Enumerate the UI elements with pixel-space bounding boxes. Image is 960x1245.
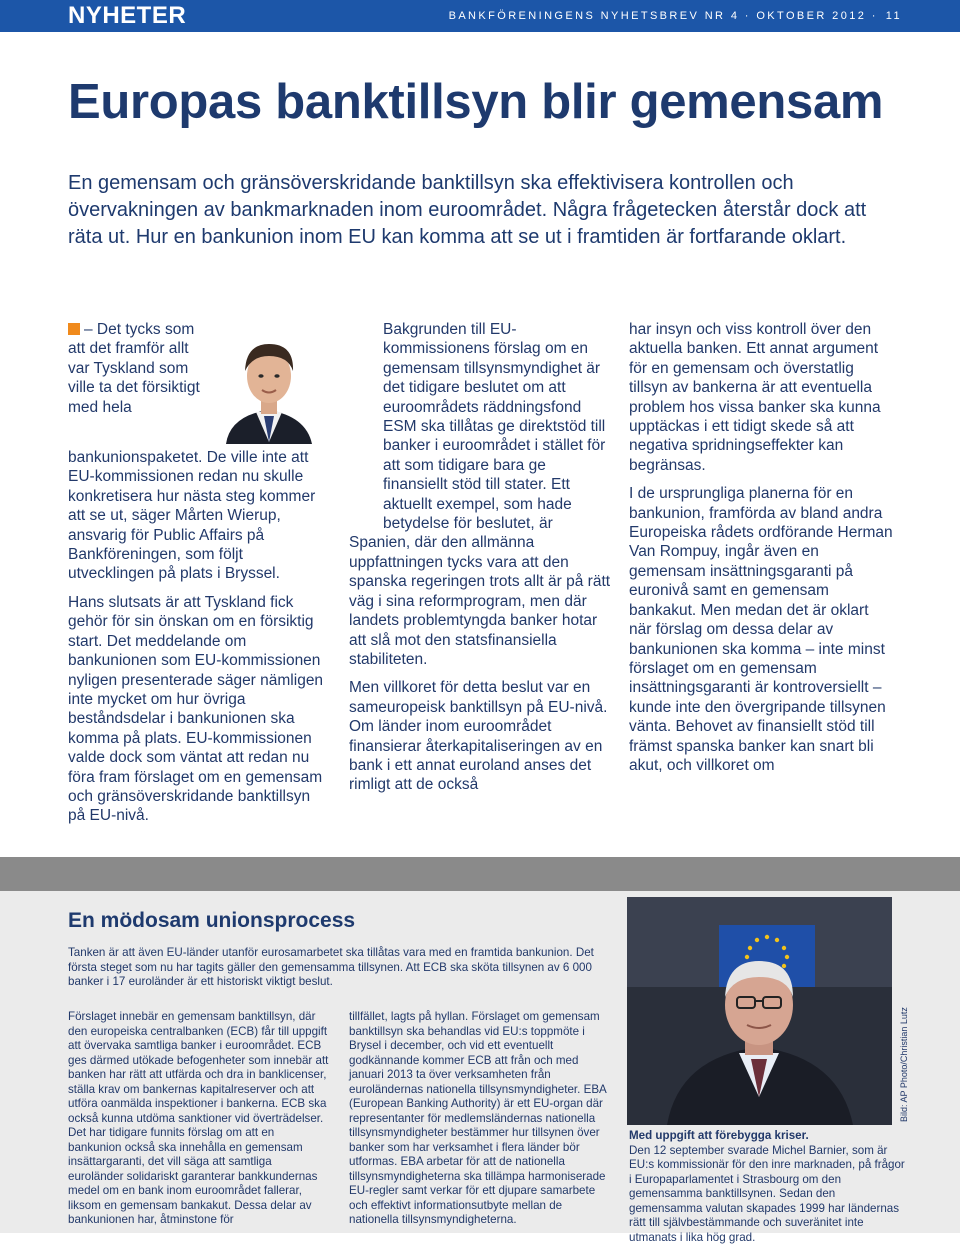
col3-paragraph-1: har insyn och viss kontroll över den aktuella banken. Ett annat argument för en gemensam och överstatlig tillsyn av bankerna är att eventuella problem hos vissa banker ska kunna upptäckas i ett tidigt skede så att negativa spridningseffekter kan begränsas.: [629, 321, 881, 474]
col1-paragraph-2: Hans slutsats är att Tyskland fick gehör för sin önskan om en försiktig start. Det meddelande om bankunionen som EU-kommissionen nyligen presenterade säger nämligen inte mycket om hur övriga beståndsdelar i bankunionen ska komma på plats. EU-kommissionen valde dock som väntat att redan nu föra fram förslaget om en gemensam och gränsöverskridande banktillsyn på EU-nivå.: [68, 593, 324, 825]
section-label: NYHETER: [68, 2, 187, 29]
photo-credit: Bild: AP Photo/Christian Lutz: [899, 1007, 909, 1122]
factbox-top-strip: [0, 857, 960, 891]
article-column-2: [349, 320, 611, 804]
col2-paragraph-2: Men villkoret för detta beslut var en sameuropeisk banktillsyn på EU-nivå. Om länder inom euroområdet finansierar återkapitaliseringen av en bank i ett annat euroland anses det rimligt att de också: [349, 679, 608, 794]
factbox-column-2: tillfället, lagts på hyllan. Förslaget om gemensam banktillsyn ska behandlas vid EU:s toppmöte i Brysel i december, och vid ett eventuellt godkännande kommer ECB att från och med januari 2013 ta över verksamheten från euroländernas nationella tillsynsmyndigheter. EBA (European Banking Authority) är ett EU-organ där representanter för medlemsländernas nationella tillsynsmyndigheter bestämmer hur tillsynen över banker som har verksamhet i flera länder bör utformas. EBA arbetar för att de nationella tillsynsmyndigheterna ska tillämpa harmoniserade EU-regler samt verkar för ett djupare samarbete och effektivt informationsutbyte mellan de nationella tillsynsmyndigheterna.: [349, 1010, 607, 1226]
column-2-indent: [349, 378, 383, 526]
factbox-title: En mödosam unionsprocess: [68, 909, 356, 932]
factbox-column-1: Förslaget innebär en gemensam banktillsyn, där den europeiska centralbanken (ECB) får till uppgift att övervaka samtliga banker i euroområdet. ECB ges därmed utökade befogenheter som innebär att banken har rätt att utfärda och dra in banklicenser, ställa krav om bankernas kapitalreserver och att utföra oanmälda inspektioner i bankerna. ECB ska också kunna utdöma sanktioner vid överträdelser. Det har tidigare funnits förslag om att en bankunion också ska innehålla en gemensam insättargaranti, det vill säga att samtliga euroländer solidariskt garanterar bankkundernas medel om en bank inom euroområdet fallerar, liksom en gemensam bankakut. Dessa delar av bankunionen har, åtminstone för: [68, 1010, 329, 1226]
article-column-1: [68, 320, 330, 835]
portrait-man-icon: [208, 324, 330, 444]
article-ingress: En gemensam och gränsöverskridande banktillsyn ska effektivisera kontrollen och övervakningen av bankmarknaden inom euroområdet. Några frågetecken återstår dock att räta ut. Hur en bankunion inom EU kan komma att se ut i framtiden är fortfarande oklart.: [68, 172, 867, 248]
header-bar: [0, 0, 960, 32]
col3-paragraph-2: I de ursprungliga planerna för en bankunion, framförda av bland andra Europeiska rådets ordförande Herman Van Rompuy, ingår även en gemensam insättningsgaranti på euronivå samt en gemensam bankakut. Men medan det är oklart när förslag om dessa delar av bankunionen ska komma – inte minst förslaget om en gemensam insättningsgaranti är kontroversiellt – kunde inte den övergripande tillsynen vänta. Behovet av finansiellt stöd till främst spanska banker kan snart bli akut, och villkoret om: [629, 485, 893, 774]
photo-caption: [629, 1129, 909, 1245]
running-head-text: BANKFÖRENINGENS NYHETSBREV NR 4 · OKTOBER 2012 ·: [448, 10, 878, 22]
bullet-icon: [68, 323, 80, 335]
col2-paragraph-1: Bakgrunden till EU-kommissionens förslag om en gemensam tillsynsmyndighet är det tidigare beslutet om att euroområdets räddningsfond ESM ska tillåtas ge direktstöd till banker i euroområdet i stället för att som tidigare bara ge finansiellt stöd till stater. Ett aktuellt exempel, som hade betydelse för beslutet, är Spanien, där den allmänna uppfattningen tycks vara att den spanska regeringen trots allt är på rätt väg i sina reformprogram, men där landets problemtyngda banker hotar att slå mot den statsfinansiella stabiliteten.: [349, 321, 611, 668]
portrait-photo: [208, 324, 330, 444]
caption-text: Den 12 september svarade Michel Barnier, som är EU:s kommissionär för den inre marknaden, på frågor i Europaparlamentet i Strasbourg om den gemensamma banktillsynen. Sedan den gemensamma valutan skapades 1999 har ländernas rätt till självbestämmande och suveränitet inte utmanats i lika hög grad.: [629, 1143, 905, 1244]
speaker-photo-icon: [627, 897, 892, 1125]
col1-paragraph-1: – Det tycks som att det framför allt var Tyskland som ville ta det försiktigt med hela bankunionspaketet. De ville inte att EU-kommissionen redan nu skulle konkretisera hur nästa steg kommer att se ut, säger Mårten Wierup, ansvarig för Public Affairs på Bankföreningen, som följt utvecklingen på plats i Bryssel.: [68, 321, 316, 583]
factbox-intro: Tanken är att även EU-länder utanför eurosamarbetet ska tillåtas vara med en framtida bankunion. Det första steget som nu har tagits gäller den gemensamma tillsynen. Att ECB ska sköta tillsynen av 6 000 banker i 17 euroländer är ett historiskt viktigt beslut.: [68, 946, 594, 988]
barnier-photo: [627, 897, 892, 1125]
page-number: 11: [885, 10, 902, 22]
article-column-3: [629, 320, 893, 784]
running-head: [449, 10, 902, 22]
caption-title: Med uppgift att förebygga kriser.: [629, 1129, 809, 1142]
article-headline: Europas banktillsyn blir gemensam: [68, 75, 884, 129]
